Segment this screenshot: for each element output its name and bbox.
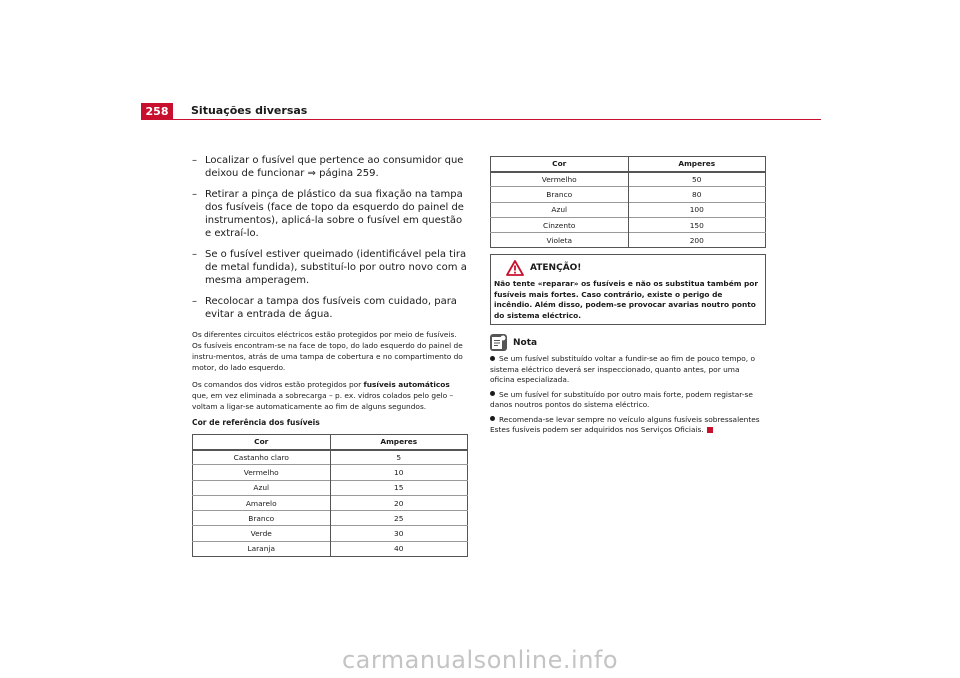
step-text: Recolocar a tampa dos fusíveis com cuidado, para evitar a entrada de água. <box>205 296 457 320</box>
table-row: Azul 100 <box>491 202 766 217</box>
note-item: Se um fusível for substituído por outro mais forte, podem registar-se danos noutros pontos do sistema eléctrico. <box>490 389 753 410</box>
warning-text: Não tente «reparar» os fusíveis e não os substitua também por fusíveis mais fortes. Caso contrário, existe o perigo de incêndio. Além disso, podem-se provocar avarias noutro ponto do sistema eléctrico. <box>494 279 758 320</box>
right-column <box>490 156 766 440</box>
step-item <box>192 295 468 321</box>
note-item: Recomenda-se levar sempre no veículo alguns fusíveis sobressalentes Estes fusíveis podem ser adquiridos nos Serviços Oficiais. <box>490 414 760 435</box>
bullet-icon <box>490 391 495 396</box>
page-number: 258 <box>141 103 173 120</box>
step-marker: – <box>192 296 197 307</box>
step-item <box>192 154 468 180</box>
step-item <box>192 188 468 240</box>
end-of-section-icon <box>707 427 713 433</box>
warning-title: ATENÇÃO! <box>530 263 582 274</box>
table-row: Laranja 40 <box>193 541 468 556</box>
intro-paragraph: Os diferentes circuitos eléctricos estão protegidos por meio de fusíveis. Os fusíveis encontram-se na face de topo, do lado esquerdo do painel de instru-mentos, atrás de uma tampa de cobertura e no compartimento do motor, do lado esquerdo. <box>192 330 463 372</box>
table-row: Amarelo 20 <box>193 495 468 510</box>
left-column <box>192 154 468 557</box>
table-row: Vermelho 10 <box>193 465 468 480</box>
step-text: Se o fusível estiver queimado (identificável pela tira de metal fundida), substituí-lo por outro novo com a mesma amperagem. <box>205 249 467 286</box>
bullet-icon <box>490 416 495 421</box>
note-title: Nota <box>513 337 538 348</box>
step-marker: – <box>192 155 197 166</box>
table-row: Branco 80 <box>491 187 766 202</box>
note-header <box>490 334 766 351</box>
step-marker: – <box>192 249 197 260</box>
step-marker: – <box>192 189 197 200</box>
table-row: Violeta 200 <box>491 233 766 248</box>
step-item <box>192 248 468 287</box>
warning-header <box>494 259 762 277</box>
header-divider <box>141 119 821 120</box>
table-row: Vermelho 50 <box>491 172 766 187</box>
step-text: Retirar a pinça de plástico da sua fixação na tampa dos fusíveis (face de topo da esquerdo do painel de instrumentos), aplicá-la sobre o fusível em questão e extraí-lo. <box>205 189 464 239</box>
instruction-steps <box>192 154 468 321</box>
bullet-icon <box>490 356 495 361</box>
note-item: Se um fusível substituído voltar a fundir-se ao fim de pouco tempo, o sistema eléctrico deverá ser inspeccionado, quanto antes, por uma oficina especializada. <box>490 354 755 385</box>
column-header-amperes: Amperes <box>330 435 468 450</box>
fuse-color-table <box>192 434 468 557</box>
column-header-amperes: Amperes <box>628 157 766 172</box>
watermark: carmanualsonline.info <box>341 646 619 674</box>
table-row: Castanho claro 5 <box>193 450 468 465</box>
fuse-table-heading: Cor de referência dos fusíveis <box>192 418 320 427</box>
table-row: Azul 15 <box>193 480 468 495</box>
column-header-color: Cor <box>193 435 331 450</box>
warning-triangle-icon <box>506 260 524 276</box>
table-row: Verde 30 <box>193 526 468 541</box>
column-header-color: Cor <box>491 157 629 172</box>
fuse-color-table-continued <box>490 156 766 248</box>
warning-box <box>490 254 766 325</box>
table-row: Branco 25 <box>193 511 468 526</box>
step-text: Localizar o fusível que pertence ao consumidor que deixou de funcionar ⇒ página 259. <box>205 155 464 179</box>
section-title: Situações diversas <box>191 104 308 117</box>
windows-paragraph: Os comandos dos vidros estão protegidos por fusíveis automáticos que, em vez eliminada a sobrecarga – p. ex. vidros colados pelo gelo – voltam a ligar-se automaticamente ao fim de alguns segundos. <box>192 380 454 411</box>
auto-fuses-term: fusíveis automáticos <box>363 380 450 389</box>
note-section <box>490 334 766 436</box>
table-row: Cinzento 150 <box>491 217 766 232</box>
note-icon <box>490 334 507 351</box>
